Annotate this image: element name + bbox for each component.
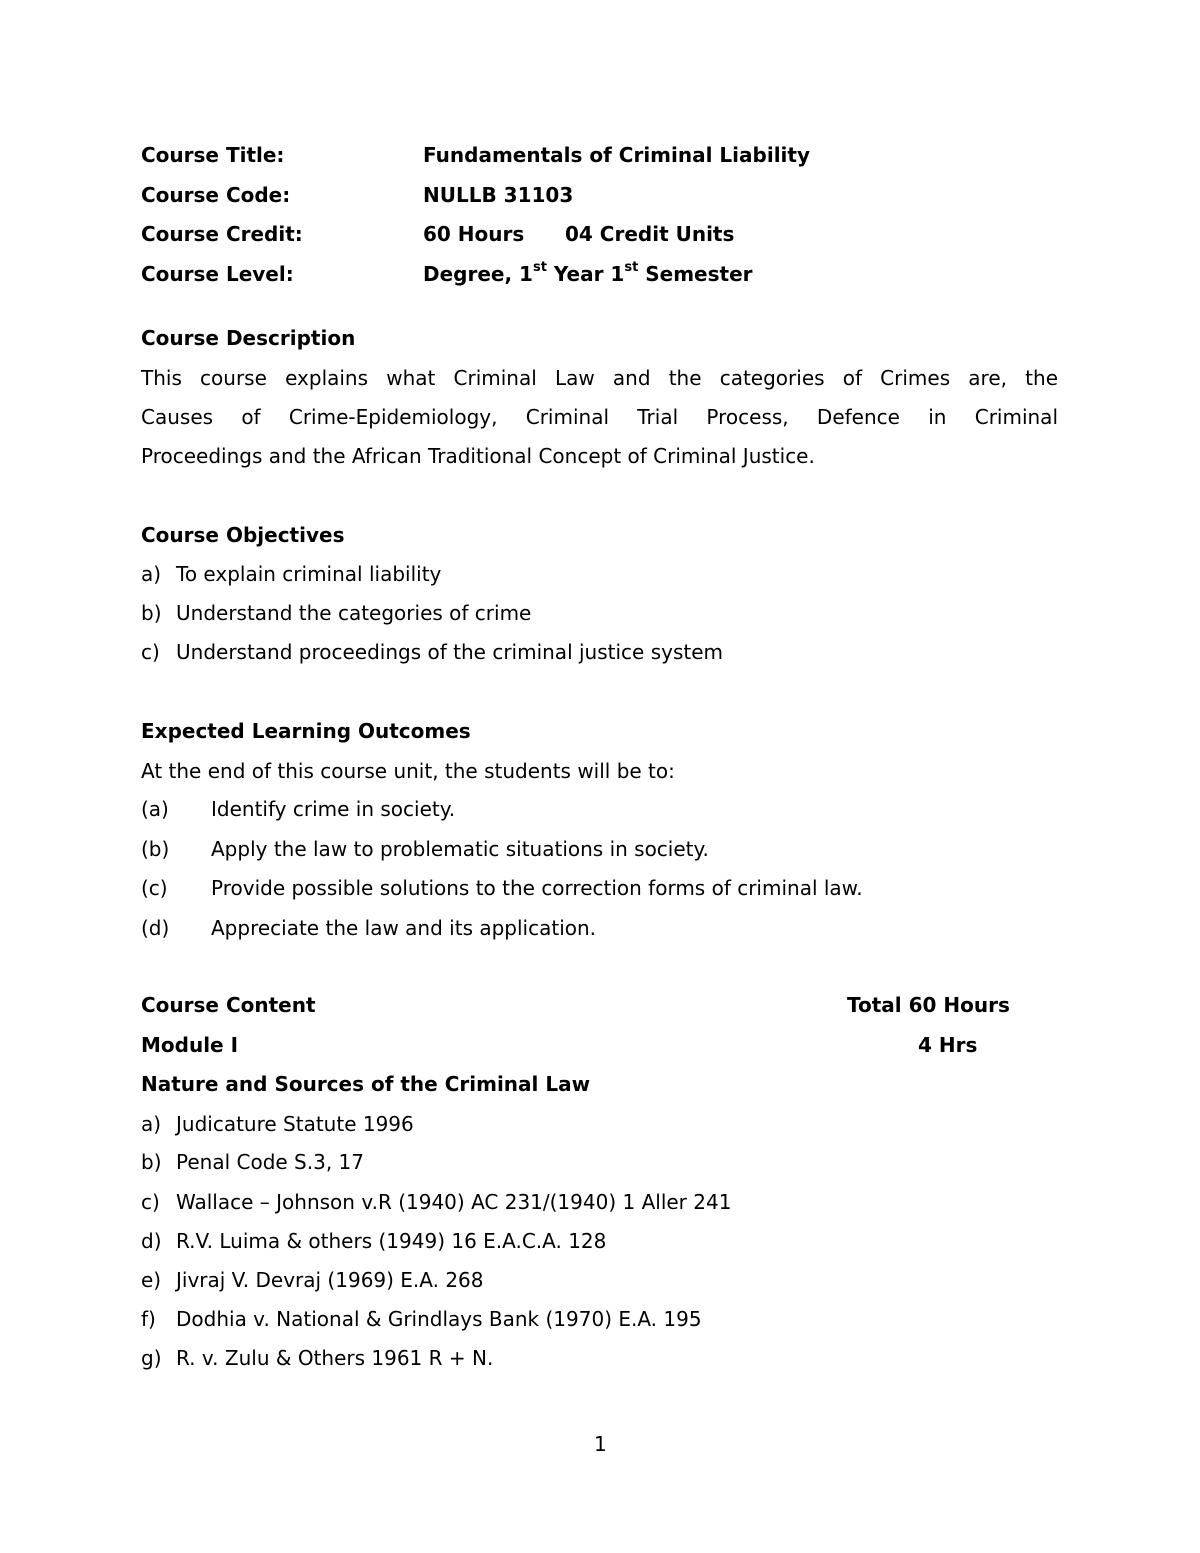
content-heading: Course Content <box>141 993 316 1017</box>
content-item-label: a) <box>141 1112 162 1136</box>
outcomes-intro: At the end of this course unit, the students will be to: <box>141 759 675 783</box>
course-credit-label: Course Credit: <box>141 222 303 246</box>
course-level-row <box>141 262 294 286</box>
content-item-text: Judicature Statute 1996 <box>176 1112 414 1136</box>
module-title: Module I <box>141 1033 239 1057</box>
description-line-1: This course explains what Criminal Law and the categories of Crimes are, the <box>141 366 1058 390</box>
outcome-text: Identify crime in society. <box>211 797 456 821</box>
description-line-3: Proceedings and the African Traditional Concept of Criminal Justice. <box>141 444 815 468</box>
content-item-text: Dodhia v. National & Grindlays Bank (1970) E.A. 195 <box>176 1307 702 1331</box>
content-item-label: f) <box>141 1307 156 1331</box>
course-title-value: Fundamentals of Criminal Liability <box>423 143 811 167</box>
content-item-label: e) <box>141 1268 162 1292</box>
level-suffix: Semester <box>638 262 753 286</box>
content-total-hours: Total 60 Hours <box>847 993 1010 1017</box>
level-sup-1: st <box>532 260 547 276</box>
objective-text: Understand the categories of crime <box>176 601 532 625</box>
objective-text: To explain criminal liability <box>176 562 442 586</box>
content-item-text: Jivraj V. Devraj (1969) E.A. 268 <box>176 1268 484 1292</box>
content-item-label: d) <box>141 1229 162 1253</box>
content-item-label: g) <box>141 1346 162 1370</box>
content-item-text: Penal Code S.3, 17 <box>176 1150 364 1174</box>
outcome-text: Provide possible solutions to the correction forms of criminal law. <box>211 876 863 900</box>
outcome-label: (c) <box>141 876 168 900</box>
content-item-label: b) <box>141 1150 162 1174</box>
outcomes-heading: Expected Learning Outcomes <box>141 719 471 743</box>
course-level-label: Course Level: <box>141 262 294 286</box>
page-number: 1 <box>594 1432 607 1456</box>
course-title-row <box>141 143 284 167</box>
objective-label: c) <box>141 640 160 664</box>
course-code-value: NULLB 31103 <box>423 183 574 207</box>
course-credit-row <box>141 222 303 246</box>
course-credit-hours: 60 Hours <box>423 222 525 246</box>
objectives-heading: Course Objectives <box>141 523 345 547</box>
course-code-label: Course Code: <box>141 183 291 207</box>
content-item-text: R. v. Zulu & Others 1961 R + N. <box>176 1346 494 1370</box>
course-title-label: Course Title: <box>141 143 285 167</box>
content-item-text: Wallace – Johnson v.R (1940) AC 231/(1940) 1 Aller 241 <box>176 1190 732 1214</box>
outcome-label: (a) <box>141 797 169 821</box>
level-sup-2: st <box>624 260 639 276</box>
level-prefix: Degree, 1 <box>423 262 533 286</box>
outcome-text: Appreciate the law and its application. <box>211 916 597 940</box>
outcome-label: (b) <box>141 837 170 861</box>
outcome-label: (d) <box>141 916 170 940</box>
level-mid: Year 1 <box>546 262 625 286</box>
objective-text: Understand proceedings of the criminal justice system <box>176 640 723 664</box>
course-code-row <box>141 183 290 207</box>
content-item-text: R.V. Luima & others (1949) 16 E.A.C.A. 128 <box>176 1229 607 1253</box>
description-heading: Course Description <box>141 326 356 350</box>
outcome-text: Apply the law to problematic situations in society. <box>211 837 709 861</box>
module-hours: 4 Hrs <box>918 1033 978 1057</box>
objective-label: a) <box>141 562 162 586</box>
course-credit-units: 04 Credit Units <box>565 222 735 246</box>
content-item-label: c) <box>141 1190 160 1214</box>
course-level-value <box>423 262 753 286</box>
objective-label: b) <box>141 601 162 625</box>
module-subject: Nature and Sources of the Criminal Law <box>141 1072 591 1096</box>
description-line-2: Causes of Crime-Epidemiology, Criminal Trial Process, Defence in Criminal <box>141 405 1058 429</box>
